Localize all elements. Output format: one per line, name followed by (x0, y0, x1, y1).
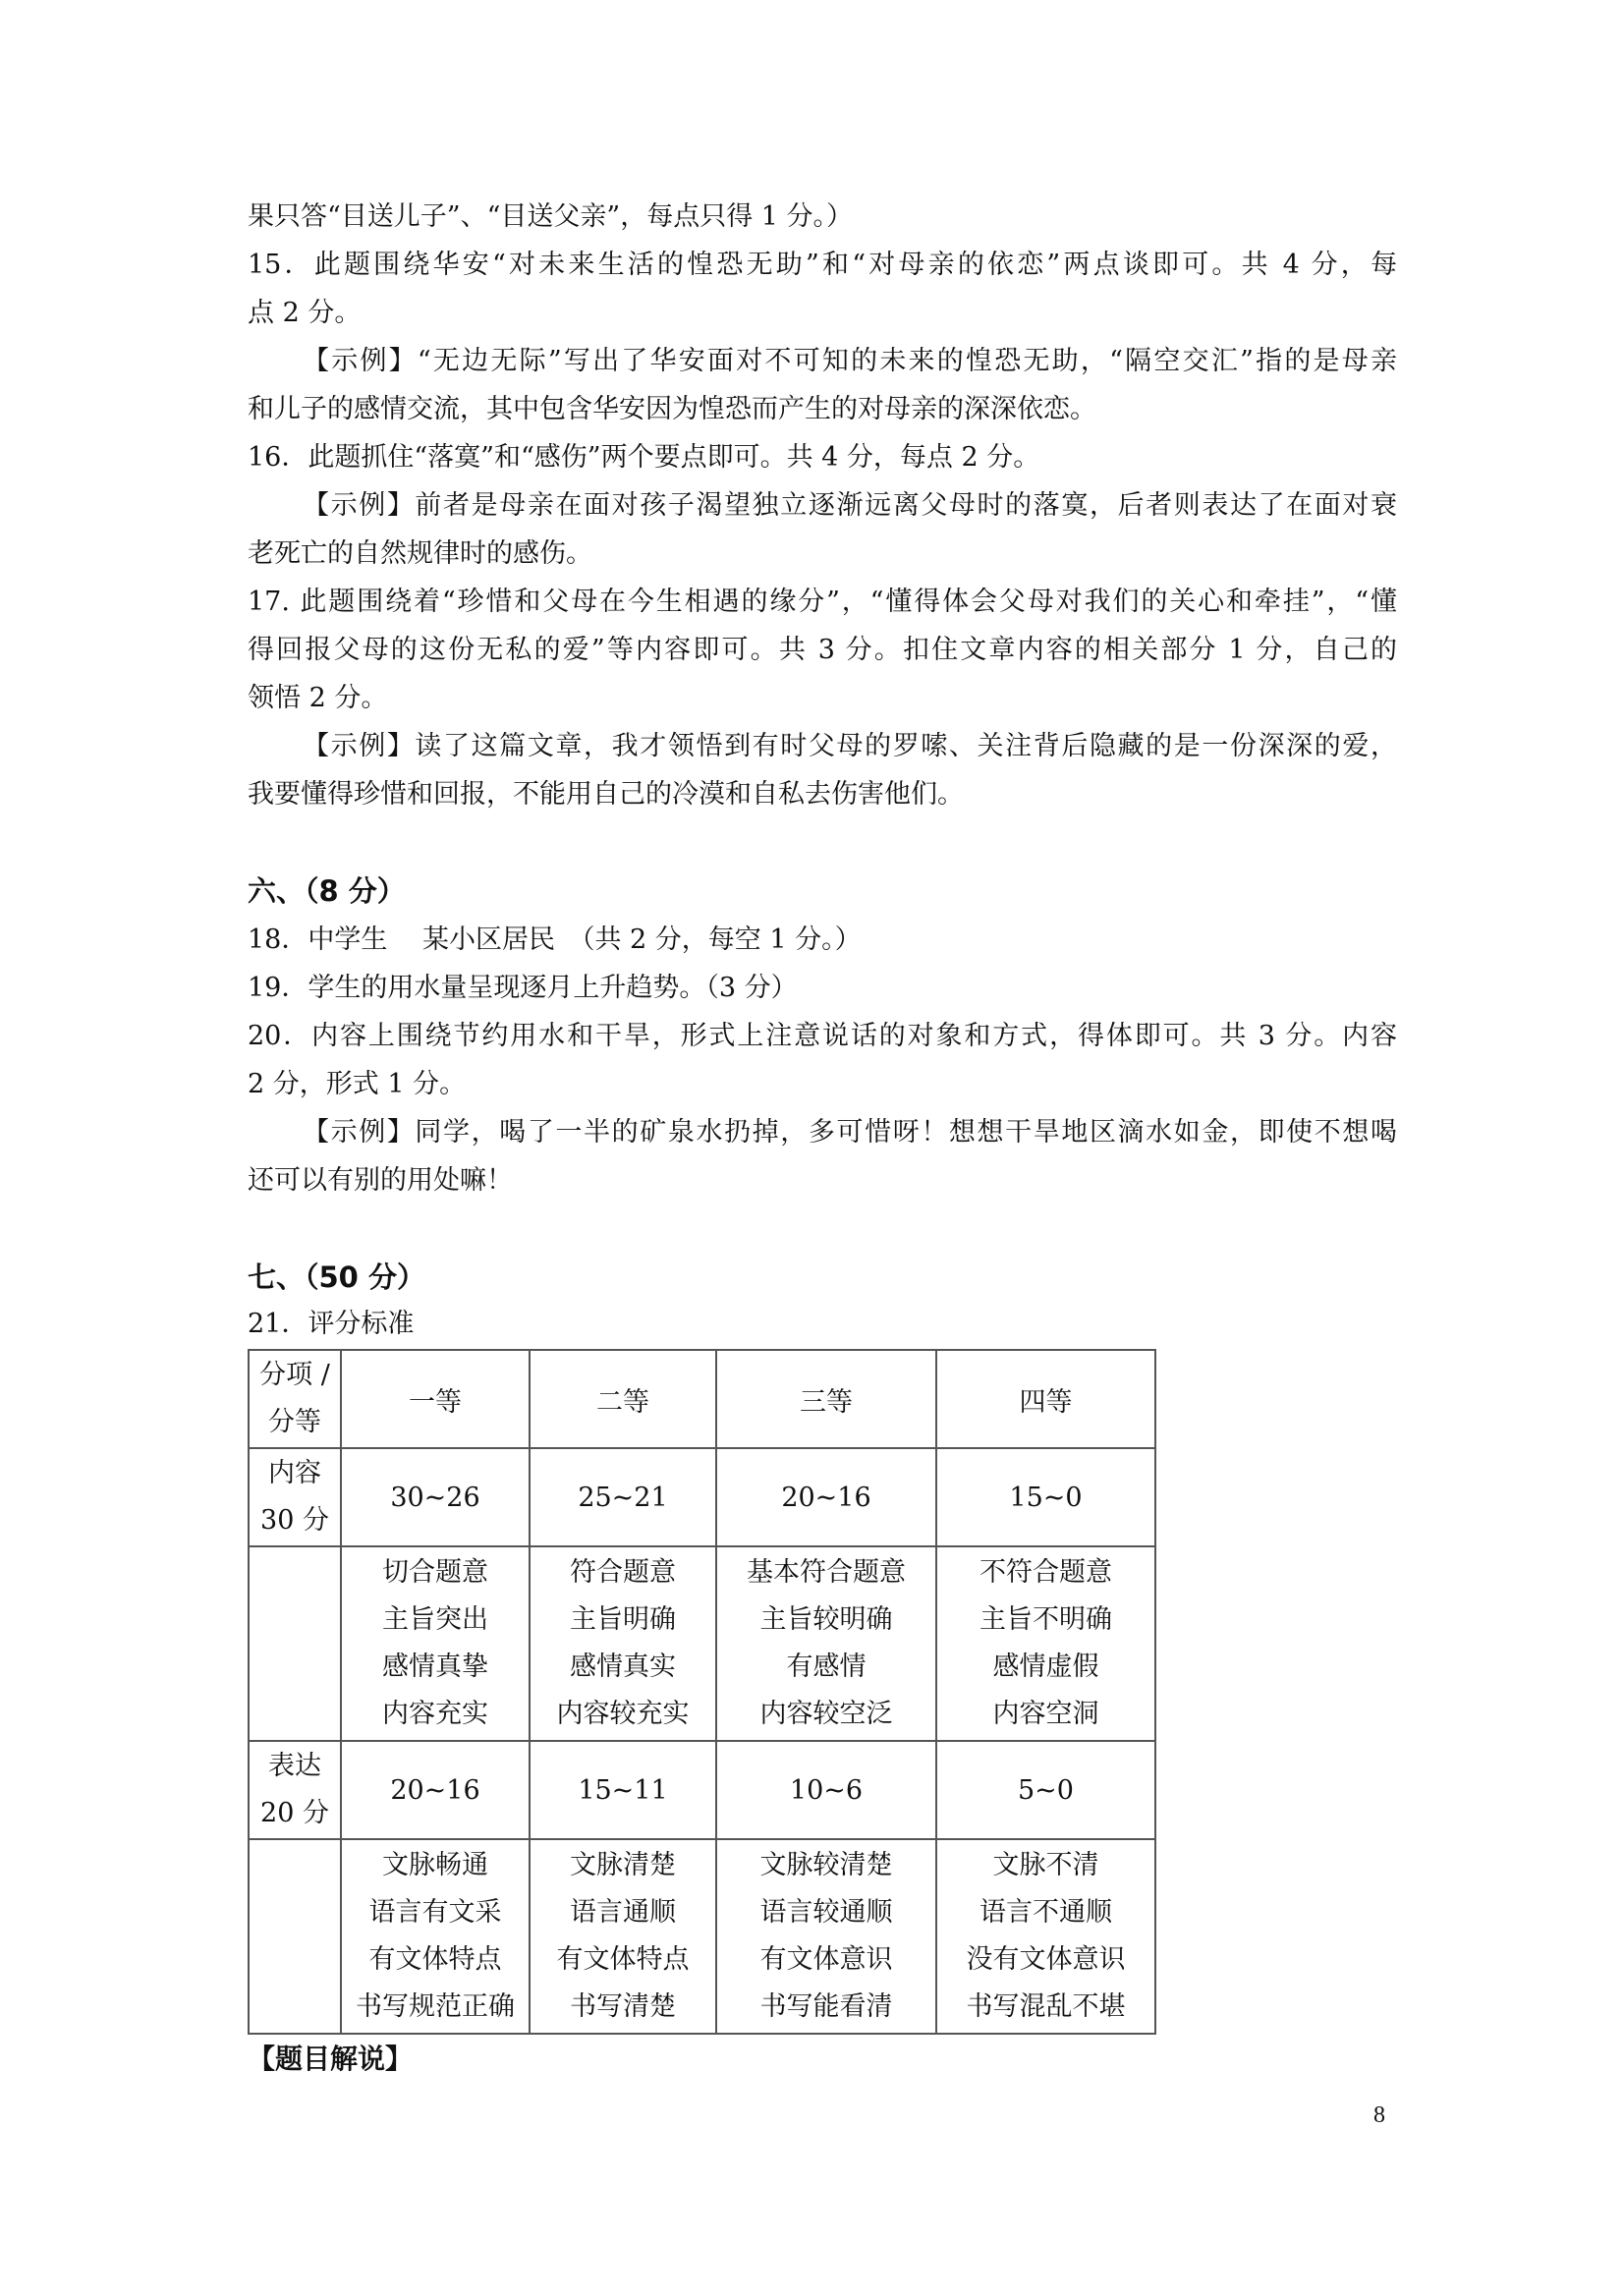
content-score-row (249, 1448, 1155, 1546)
row-label-expression: 表达 20 分 (249, 1741, 341, 1839)
page-number: 8 (1373, 2102, 1385, 2128)
section-seven-heading: 七、（50 分） (248, 1260, 425, 1294)
scoring-table (248, 1349, 1156, 2035)
criteria-cell: 切合题意 主旨突出 感情真挚 内容充实 (341, 1546, 530, 1741)
example-line: 【示例】读了这篇文章，我才领悟到有时父母的罗嗦、关注背后隐藏的是一份深深的爱， (303, 731, 1397, 761)
score-range: 20~16 (341, 1741, 530, 1839)
grade-header: 四等 (936, 1350, 1155, 1448)
text-line: 得回报父母的这份无私的爱”等内容即可。共 3 分。扣住文章内容的相关部分 1 分，自己的 (248, 635, 1397, 665)
expression-criteria-row (249, 1839, 1155, 2034)
text-line: 17. 此题围绕着“珍惜和父母在今生相遇的缘分”，“懂得体会父母对我们的关心和牵挂”，“懂 (248, 587, 1397, 617)
table-header-row (249, 1350, 1155, 1448)
text-line: 2 分，形式 1 分。 (248, 1069, 467, 1099)
criteria-cell: 基本符合题意 主旨较明确 有感情 内容较空泛 (716, 1546, 936, 1741)
score-range: 5~0 (936, 1741, 1155, 1839)
criteria-cell: 符合题意 主旨明确 感情真实 内容较充实 (530, 1546, 716, 1741)
criteria-cell: 文脉畅通 语言有文采 有文体特点 书写规范正确 (341, 1839, 530, 2034)
criteria-cell: 不符合题意 主旨不明确 感情虚假 内容空洞 (936, 1546, 1155, 1741)
text-line: 领悟 2 分。 (248, 683, 388, 713)
criteria-cell: 文脉较清楚 语言较通顺 有文体意识 书写能看清 (716, 1839, 936, 2034)
score-range: 25~21 (530, 1448, 716, 1546)
section-six-heading: 六、（8 分） (248, 874, 406, 908)
example-line: 【示例】前者是母亲在面对孩子渴望独立逐渐远离父母时的落寞，后者则表达了在面对衰 (303, 490, 1397, 521)
score-range: 15~11 (530, 1741, 716, 1839)
scoring-standard-label: 21．评分标准 (248, 1309, 415, 1339)
score-range: 20~16 (716, 1448, 936, 1546)
example-line: 【示例】“无边无际”写出了华安面对不可知的未来的惶恐无助，“隔空交汇”指的是母亲 (303, 346, 1397, 376)
empty-cell (249, 1839, 341, 2034)
question-explanation-heading: 【题目解说】 (248, 2043, 414, 2075)
row-label-content: 内容 30 分 (249, 1448, 341, 1546)
empty-cell (249, 1546, 341, 1741)
grade-header: 二等 (530, 1350, 716, 1448)
text-line: 我要懂得珍惜和回报，不能用自己的冷漠和自私去伤害他们。 (248, 779, 964, 810)
text-line: 20．内容上围绕节约用水和干旱，形式上注意说话的对象和方式，得体即可。共 3 分。内容 (248, 1021, 1397, 1051)
text-line: 还可以有别的用处嘛！ (248, 1165, 513, 1196)
text-line: 18．中学生 某小区居民 （共 2 分，每空 1 分。） (248, 924, 862, 955)
grade-header: 一等 (341, 1350, 530, 1448)
criteria-cell: 文脉清楚 语言通顺 有文体特点 书写清楚 (530, 1839, 716, 2034)
score-range: 10~6 (716, 1741, 936, 1839)
content-criteria-row (249, 1546, 1155, 1741)
corner-cell: 分项 / 分等 (249, 1350, 341, 1448)
text-line: 16．此题抓住“落寞”和“感伤”两个要点即可。共 4 分，每点 2 分。 (248, 442, 1040, 473)
text-line: 和儿子的感情交流，其中包含华安因为惶恐而产生的对母亲的深深依恋。 (248, 394, 1096, 424)
expression-score-row (249, 1741, 1155, 1839)
score-range: 15~0 (936, 1448, 1155, 1546)
text-line: 15．此题围绕华安“对未来生活的惶恐无助”和“对母亲的依恋”两点谈即可。共 4 分，每 (248, 250, 1397, 280)
text-line: 19．学生的用水量呈现逐月上升趋势。（3 分） (248, 973, 798, 1003)
example-line: 【示例】同学，喝了一半的矿泉水扔掉，多可惜呀！想想干旱地区滴水如金，即使不想喝 (303, 1117, 1397, 1148)
text-line: 点 2 分。 (248, 298, 362, 328)
text-line: 果只答“目送儿子”、“目送父亲”，每点只得 1 分。） (248, 201, 854, 232)
score-range: 30~26 (341, 1448, 530, 1546)
criteria-cell: 文脉不清 语言不通顺 没有文体意识 书写混乱不堪 (936, 1839, 1155, 2034)
text-line: 老死亡的自然规律时的感伤。 (248, 538, 592, 569)
grade-header: 三等 (716, 1350, 936, 1448)
answer-key-page (248, 193, 1397, 2083)
